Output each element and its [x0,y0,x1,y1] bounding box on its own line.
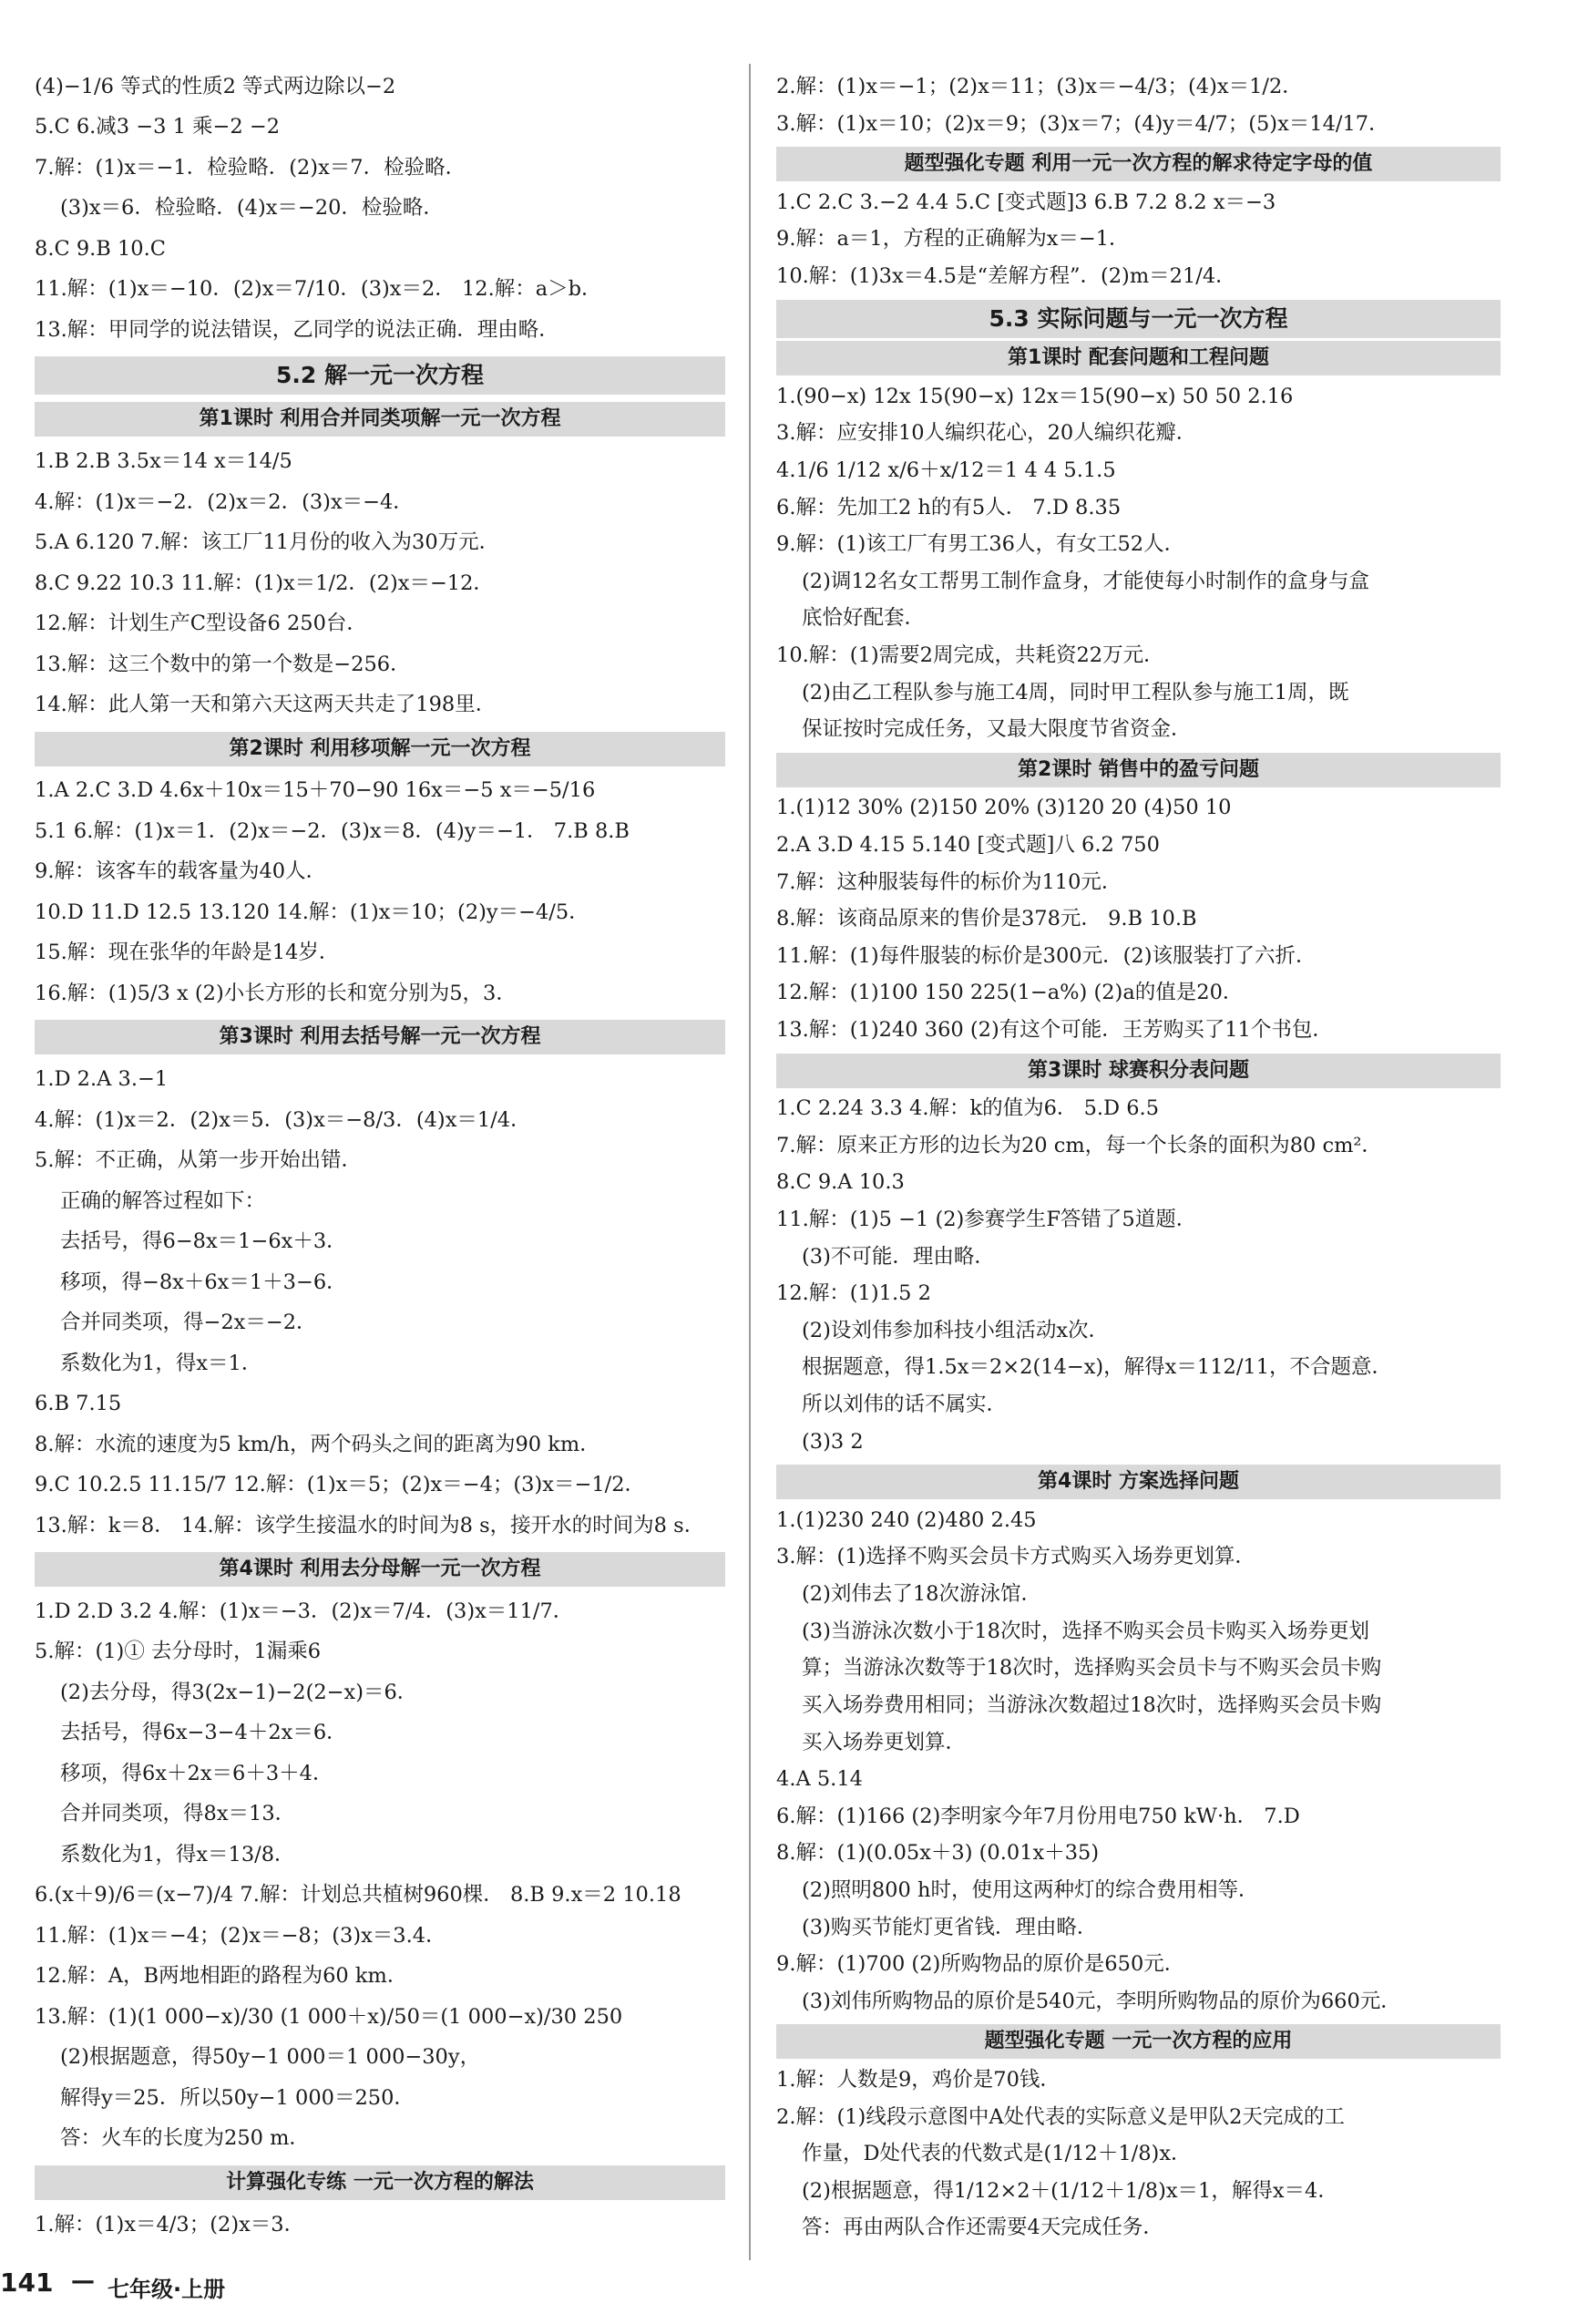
answer-line: 7.解：(1)x＝−1．检验略．(2)x＝7．检验略． [35,156,466,180]
answer-line: 1.A 2.C 3.D 4.6x＋10x＝15＋70−90 16x＝−5 x＝−5/16 [35,778,596,802]
answer-line: 底恰好配套． [802,606,926,630]
answer-line: 系数化为1，得x＝13/8． [60,1843,295,1866]
answer-line: 正确的解答过程如下： [60,1189,266,1213]
answer-line: 1.(90−x) 12x 15(90−x) 12x＝15(90−x) 50 50 2.16 [776,385,1294,408]
answer-line: 12.解：A，B两地相距的路程为60 km． [35,1964,408,1988]
answer-line: 2.解：(1)线段示意图中A处代表的实际意义是甲队2天完成的工 [776,2105,1345,2129]
section-heading: 第1课时 配套问题和工程问题 [776,341,1501,375]
answer-line: (3)x＝6．检验略．(4)x＝−20．检验略． [60,196,444,220]
answer-line: 12.解：计划生产C型设备6 250台． [35,612,367,635]
answer-line: 去括号，得6−8x＝1−6x＋3． [60,1229,347,1253]
answer-line: 16.解：(1)5/3 x (2)小长方形的长和宽分别为5，3． [35,982,517,1005]
answer-line: 9.解：该客车的载客量为40人． [35,859,327,883]
answer-line: (2)设刘伟参加科技小组活动x次． [802,1319,1110,1342]
answer-line: 所以刘伟的话不属实． [802,1393,1008,1416]
answer-line: 1.C 2.C 3.−2 4.4 5.C [变式题]3 6.B 7.2 8.2 x＝−3 [776,190,1276,214]
answer-line: 根据题意，得1.5x＝2×2(14−x)，解得x＝112/11，不合题意． [802,1355,1393,1379]
section-heading: 第4课时 利用去分母解一元一次方程 [35,1552,725,1587]
column-divider [749,64,751,2260]
answer-line: (4)−1/6 等式的性质2 等式两边除以−2 [35,75,396,98]
section-heading: 题型强化专题 一元一次方程的应用 [776,2024,1501,2059]
answer-line: 12.解：(1)100 150 225(1−a%) (2)a的值是20． [776,981,1244,1004]
answer-line: 1.B 2.B 3.5x＝14 x＝14/5 [35,449,292,473]
answer-line: 作量，D处代表的代数式是(1/12＋1/8)x． [802,2142,1192,2165]
answer-line: (2)照明800 h时，使用这两种灯的综合费用相等． [802,1878,1259,1902]
answer-line: 8.C 9.B 10.C [35,237,166,261]
answer-line: 11.解：(1)x＝−4；(2)x＝−8；(3)x＝3.4． [35,1924,446,1948]
answer-line: 4.1/6 1/12 x/6＋x/12＝1 4 4 5.1.5 [776,458,1116,482]
answer-line: 1.C 2.24 3.3 4.解：k的值为6． 5.D 6.5 [776,1096,1160,1120]
answer-line: 11.解：(1)5 −1 (2)参赛学生F答错了5道题． [776,1208,1197,1231]
answer-line: 5.A 6.120 7.解：该工厂11月份的收入为30万元． [35,530,500,554]
answer-line: 9.C 10.2.5 11.15/7 12.解：(1)x＝5；(2)x＝−4；(3)x＝−1/2． [35,1473,646,1496]
answer-line: 14.解：此人第一天和第六天这两天共走了198里． [35,693,497,716]
footer-dash: — [71,2267,95,2295]
answer-line: 1.D 2.D 3.2 4.解：(1)x＝−3．(2)x＝7/4．(3)x＝11/7． [35,1599,574,1623]
answer-line: (2)调12名女工帮男工制作盒身，才能使每小时制作的盒身与盒 [802,570,1370,593]
answer-line: 4.解：(1)x＝−2．(2)x＝2．(3)x＝−4． [35,490,414,514]
answer-line: 10.解：(1)3x＝4.5是“差解方程”．(2)m＝21/4． [776,264,1236,288]
answer-line: 3.解：(1)选择不购买会员卡方式购买入场券更划算． [776,1545,1255,1568]
answer-line: 13.解：(1)(1 000−x)/30 (1 000＋x)/50＝(1 000−x)/30 250 [35,2005,623,2029]
answer-line: 合并同类项，得−2x＝−2． [60,1311,317,1334]
section-heading: 题型强化专题 利用一元一次方程的解求待定字母的值 [776,147,1501,181]
answer-line: 去括号，得6x−3−4＋2x＝6． [60,1721,347,1744]
answer-line: 8.解：水流的速度为5 km/h，两个码头之间的距离为90 km． [35,1433,600,1456]
answer-line: 8.解：该商品原来的售价是378元． 9.B 10.B [776,907,1197,931]
answer-line: 2.解：(1)x＝−1；(2)x＝11；(3)x＝−4/3；(4)x＝1/2． [776,75,1303,98]
answer-line: 1.(1)12 30% (2)150 20% (3)120 20 (4)50 10 [776,796,1232,819]
answer-line: (2)去分母，得3(2x−1)−2(2−x)＝6． [60,1681,418,1704]
answer-line: 6.(x＋9)/6＝(x−7)/4 7.解：计划总共植树960棵． 8.B 9.x＝2 10.18 [35,1883,681,1907]
answer-line: 3.解：(1)x＝10；(2)x＝9；(3)x＝7；(4)y＝4/7；(5)x＝14/17． [776,112,1389,136]
answer-line: 4.A 5.14 [776,1767,863,1791]
answer-line: 移项，得6x＋2x＝6＋3＋4． [60,1762,333,1785]
answer-line: 1.解：(1)x＝4/3；(2)x＝3． [35,2213,305,2237]
answer-line: (2)根据题意，得50y−1 000＝1 000−30y， [60,2045,481,2069]
answer-line: (3)刘伟所购物品的原价是540元，李明所购物品的原价为660元． [802,1990,1401,2013]
answer-line: (3)不可能．理由略． [802,1245,995,1269]
answer-line: 8.C 9.A 10.3 [776,1170,905,1194]
answer-line: 3.解：应安排10人编织花心，20人编织花瓣． [776,421,1197,445]
section-heading: 第3课时 球赛积分表问题 [776,1054,1501,1088]
answer-line: 系数化为1，得x＝1． [60,1352,262,1375]
answer-line: 9.解：a＝1，方程的正确解为x＝−1． [776,227,1130,251]
section-heading: 第3课时 利用去括号解一元一次方程 [35,1020,725,1054]
answer-line: 答：火车的长度为250 m． [60,2126,310,2150]
grade-label: 七年级·上册 [108,2277,226,2302]
answer-line: 9.解：(1)该工厂有男工36人，有女工52人． [776,532,1185,556]
answer-line: 1.D 2.A 3.−1 [35,1067,169,1091]
answer-line: 6.解：(1)166 (2)李明家今年7月份用电750 kW·h． 7.D [776,1805,1300,1828]
answer-line: 2.A 3.D 4.15 5.140 [变式题]八 6.2 750 [776,833,1160,857]
section-heading: 计算强化专练 一元一次方程的解法 [35,2165,725,2200]
answer-line: 4.解：(1)x＝2．(2)x＝5．(3)x＝−8/3．(4)x＝1/4． [35,1108,531,1132]
section-heading: 5.2 解一元一次方程 [35,356,725,395]
page-footer [0,2267,747,2309]
section-heading: 5.3 实际问题与一元一次方程 [776,300,1501,338]
answer-line: 买入场券费用相同；当游泳次数超过18次时，选择购买会员卡购 [802,1693,1382,1717]
answer-line: (3)购买节能灯更省钱．理由略． [802,1916,1098,1939]
answer-line: 算；当游泳次数等于18次时，选择购买会员卡与不购买会员卡购 [802,1656,1382,1680]
answer-line: 6.解：先加工2 h的有5人． 7.D 8.35 [776,496,1122,519]
answer-line: (3)当游泳次数小于18次时，选择不购买会员卡购买入场券更划 [802,1620,1370,1643]
answer-line: (2)根据题意，得1/12×2＋(1/12＋1/8)x＝1，解得x＝4． [802,2179,1338,2203]
answer-line: 13.解：甲同学的说法错误，乙同学的说法正确．理由略． [35,318,559,342]
answer-line: 合并同类项，得8x＝13． [60,1802,296,1825]
section-heading: 第2课时 销售中的盈亏问题 [776,753,1501,787]
answer-line: 11.解：(1)每件服装的标价是300元．(2)该服装打了六折． [776,944,1317,968]
answer-line: 1.解：人数是9，鸡价是70钱． [776,2068,1061,2092]
answer-line: 5.解：不正确，从第一步开始出错． [35,1148,362,1172]
answer-line: 13.解：(1)240 360 (2)有这个可能．王芳购买了11个书包． [776,1018,1333,1042]
answer-line: 10.D 11.D 12.5 13.120 14.解：(1)x＝10；(2)y＝−4/5． [35,900,589,924]
answer-line: 7.解：这种服装每件的标价为110元． [776,870,1122,894]
answer-line: (3)3 2 [802,1430,864,1454]
answer-line: 5.解：(1)① 去分母时，1漏乘6 [35,1640,322,1663]
answer-line: (2)刘伟去了18次游泳馆． [802,1582,1042,1606]
answer-line: 7.解：原来正方形的边长为20 cm，每一个长条的面积为80 cm²． [776,1134,1382,1157]
answer-line: (2)由乙工程队参与施工4周，同时甲工程队参与施工1周，既 [802,681,1349,704]
answer-line: 1.(1)230 240 (2)480 2.45 [776,1508,1037,1532]
answer-line: 5.1 6.解：(1)x＝1．(2)x＝−2．(3)x＝8．(4)y＝−1． 7.B 8.B [35,819,630,843]
answer-line: 8.C 9.22 10.3 11.解：(1)x＝1/2．(2)x＝−12． [35,571,494,595]
page-number: 141 [0,2267,54,2298]
answer-line: 9.解：(1)700 (2)所购物品的原价是650元． [776,1952,1185,1976]
answer-line: 10.解：(1)需要2周完成，共耗资22万元． [776,643,1164,667]
answer-line: 保证按时完成任务，又最大限度节省资金． [802,717,1192,741]
answer-line: 11.解：(1)x＝−10．(2)x＝7/10．(3)x＝2． 12.解：a＞b． [35,277,602,301]
answer-line: 15.解：现在张华的年龄是14岁． [35,941,340,964]
answer-line: 解得y＝25．所以50y−1 000＝250． [60,2086,415,2110]
section-heading: 第1课时 利用合并同类项解一元一次方程 [35,402,725,437]
answer-line: 5.C 6.减3 −3 1 乘−2 −2 [35,115,281,139]
answer-line: 13.解：k＝8． 14.解：该学生接温水的时间为8 s，接开水的时间为8 s． [35,1514,705,1537]
answer-line: 答：再由两队合作还需要4天完成任务． [802,2216,1163,2239]
answer-line: 13.解：这三个数中的第一个数是−256． [35,653,411,676]
answer-line: 6.B 7.15 [35,1392,122,1415]
answer-line: 买入场券更划算． [802,1731,967,1754]
answer-line: 8.解：(1)(0.05x＋3) (0.01x＋35) [776,1841,1100,1865]
answer-line: 12.解：(1)1.5 2 [776,1281,931,1305]
section-heading: 第2课时 利用移项解一元一次方程 [35,732,725,766]
section-heading: 第4课时 方案选择问题 [776,1465,1501,1499]
answer-line: 移项，得−8x＋6x＝1＋3−6． [60,1270,347,1294]
